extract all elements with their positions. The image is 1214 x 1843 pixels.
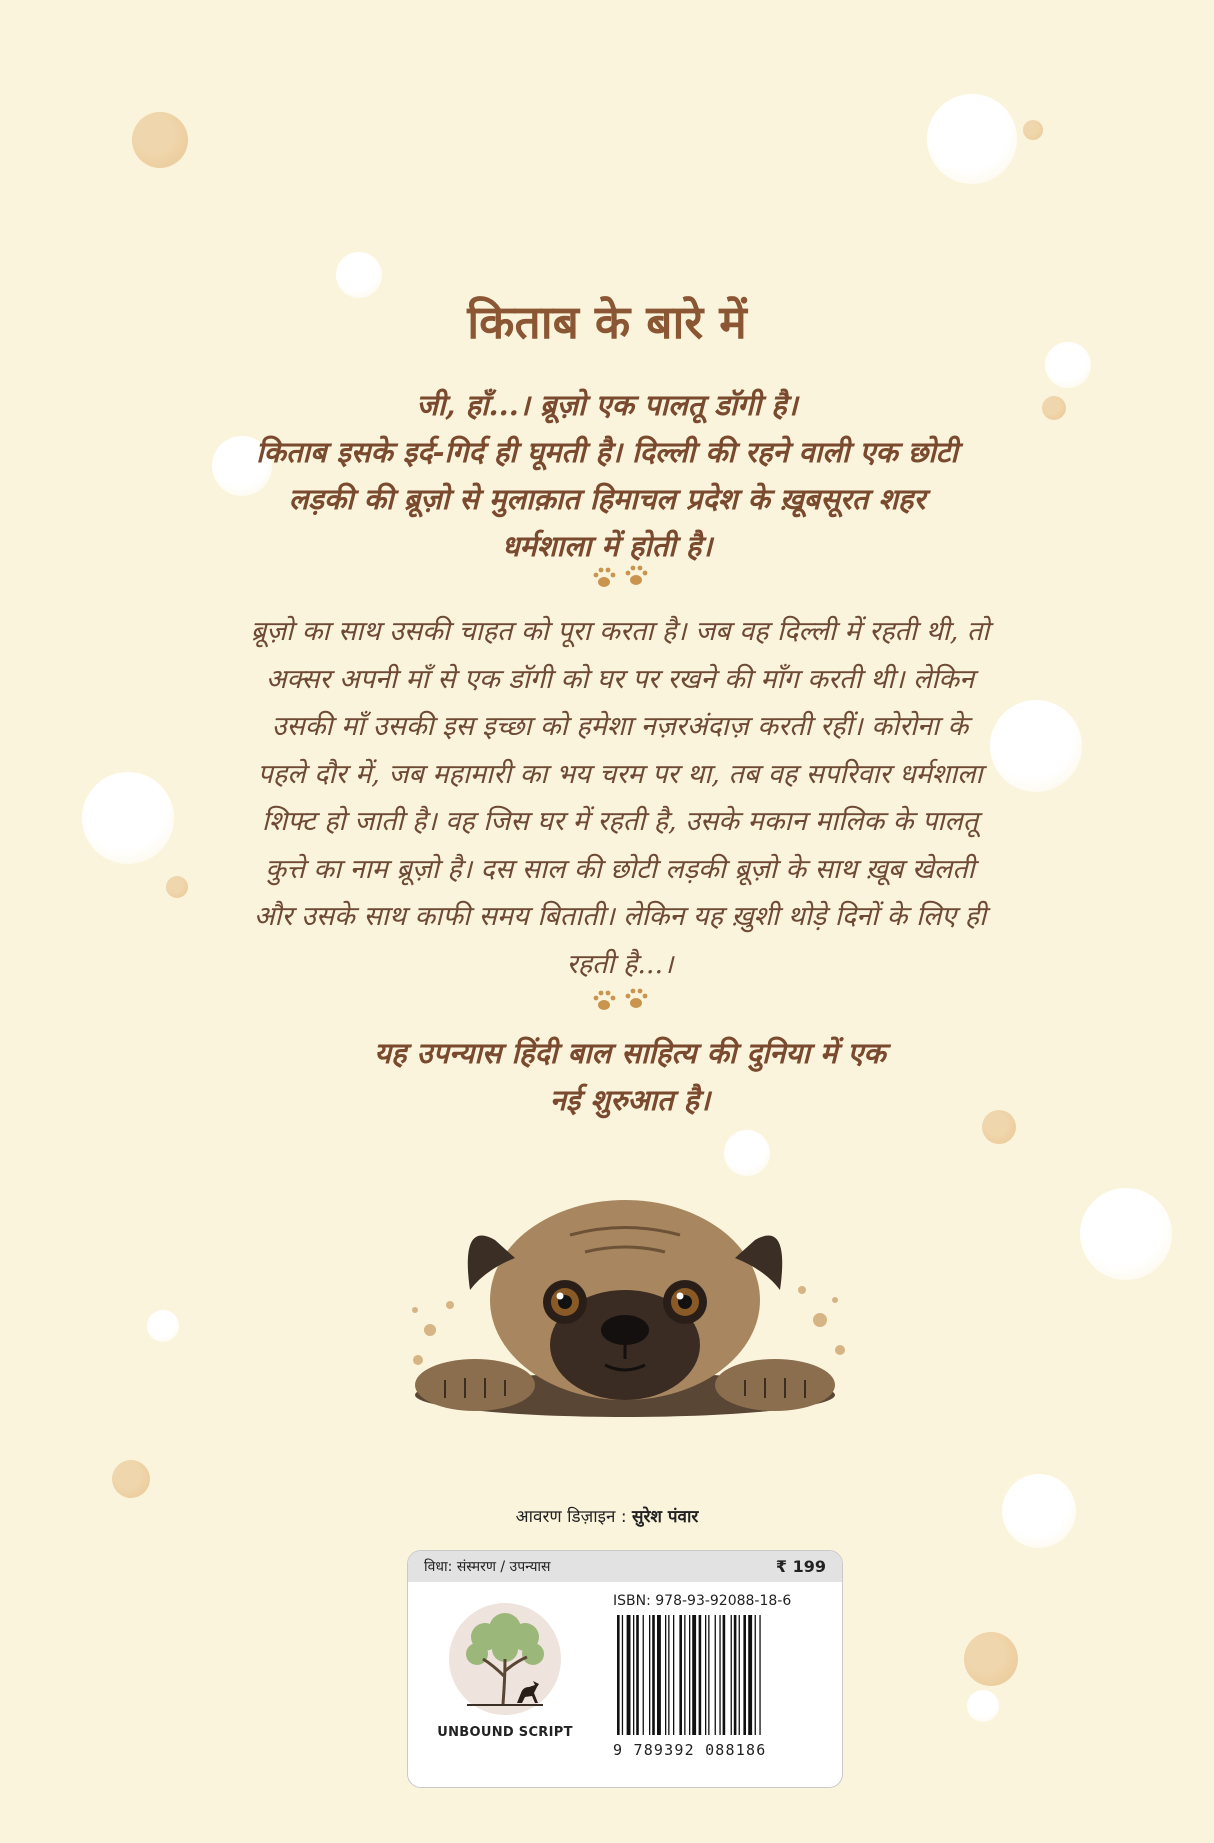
info-header <box>408 1551 842 1582</box>
decorative-dot <box>147 1310 179 1342</box>
intro-paragraph: किताब इसके इर्द-गिर्द ही घूमती है। दिल्ली की रहने वाली एक छोटी लड़की की ब्रूज़ो से मुलाक़ात हिमाचल प्रदेश के ख़ूबसूरत शहर धर्मशाला में होती है। <box>256 435 958 563</box>
credit-name: सुरेश पंवार <box>631 1507 699 1527</box>
decorative-dot <box>112 1460 150 1498</box>
closing-line: नई शुरुआत है। <box>549 1083 711 1117</box>
credit-label: आवरण डिज़ाइन : <box>515 1507 627 1527</box>
decorative-dot <box>982 1110 1016 1144</box>
paw-prints-icon <box>590 565 654 591</box>
decorative-dot <box>990 700 1082 792</box>
publisher-logo <box>430 1599 580 1740</box>
pug-illustration <box>390 1180 860 1420</box>
decorative-dot <box>964 1632 1018 1686</box>
isbn-label: ISBN: 978-93-92088-18-6 <box>613 1593 792 1609</box>
decorative-dot <box>1042 396 1066 420</box>
barcode-digits: 9 789392 088186 <box>613 1741 767 1759</box>
closing-line: यह उपन्यास हिंदी बाल साहित्य की दुनिया में एक <box>374 1036 886 1070</box>
decorative-dot <box>166 876 188 898</box>
decorative-dot <box>967 1690 999 1722</box>
intro-text <box>240 382 974 570</box>
tree-horse-logo <box>445 1599 565 1719</box>
decorative-dot <box>1080 1188 1172 1280</box>
decorative-dot <box>82 772 174 864</box>
genre-label: विधा: संस्मरण / उपन्यास <box>424 1559 551 1575</box>
price-label: ₹ 199 <box>775 1557 826 1576</box>
cover-design-credit <box>0 1504 1214 1527</box>
body-paragraph: ब्रूज़ो का साथ उसकी चाहत को पूरा करता है। जब वह दिल्ली में रहती थी, तो अक्सर अपनी माँ से एक डॉगी को घर पर रखने की माँग करती थी। लेकिन उसकी माँ उसकी इस इच्छा को हमेशा नज़रअंदाज़ करती रहीं। कोरोना के पहले दौर में, जब महामारी का भय चरम पर था, तब वह सपरिवार धर्मशाला शिफ्ट हो जाती है। वह जिस घर में रहती है, उसके मकान मालिक के पालतू कुत्ते का नाम ब्रूज़ो है। दस साल की छोटी लड़की ब्रूज़ो के साथ ख़ूब खेलती और उसके साथ काफी समय बिताती। लेकिन यह ख़ुशी थोड़े दिनों के लिए ही रहती है...। <box>250 616 990 980</box>
decorative-dot <box>724 1130 770 1176</box>
publisher-name: UNBOUND SCRIPT <box>437 1725 573 1740</box>
closing-text <box>320 1030 940 1124</box>
decorative-dot <box>1023 120 1043 140</box>
isbn-block <box>613 1593 823 1759</box>
paw-prints-icon <box>590 988 654 1014</box>
page-title: किताब के बारे में <box>467 295 747 349</box>
decorative-dot <box>132 112 188 168</box>
book-info-box <box>407 1550 843 1788</box>
decorative-dot <box>927 94 1017 184</box>
barcode <box>613 1615 813 1735</box>
intro-line: जी, हाँ...। ब्रूज़ो एक पालतू डॉगी है। <box>416 388 798 422</box>
